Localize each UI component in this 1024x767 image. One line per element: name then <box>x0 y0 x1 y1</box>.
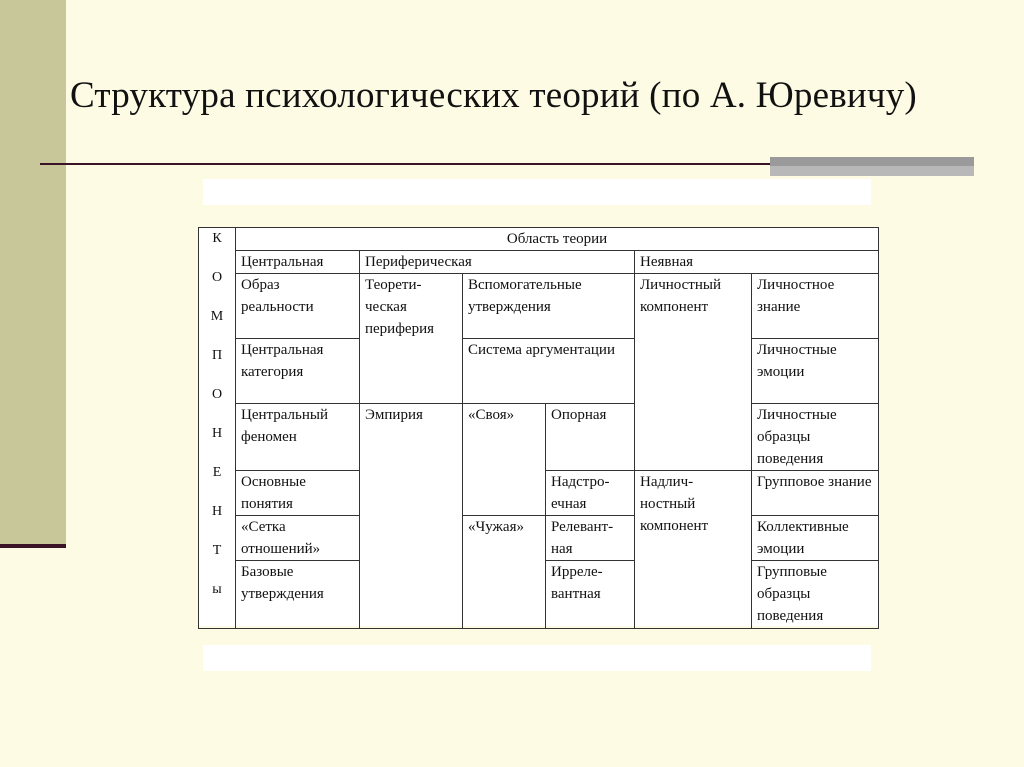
column-header-peripheral: Периферическая <box>360 251 635 274</box>
cell-irrelevant: Ирреле-вантная <box>546 561 635 629</box>
cell-collective-emotions: Коллективные эмоции <box>752 516 879 561</box>
cell-relations-grid: «Сетка отношений» <box>236 516 360 561</box>
decorative-side-bar <box>0 0 66 546</box>
cell-personal-emotions: Личностные эмоции <box>752 339 879 404</box>
decorative-side-line <box>0 544 66 548</box>
cell-own: «Своя» <box>463 404 546 516</box>
column-header-implicit: Неявная <box>635 251 879 274</box>
cell-theoretical-periphery: Теорети-ческая периферия <box>360 274 463 404</box>
column-header-central: Центральная <box>236 251 360 274</box>
row-header-letter: О <box>211 270 223 285</box>
cell-image-of-reality: Образ реальности <box>236 274 360 339</box>
row-header-letter: К <box>212 231 222 246</box>
personal-component-text: Личностный компонент <box>640 277 721 315</box>
white-band-top <box>203 179 871 205</box>
cell-supporting: Опорная <box>546 404 635 471</box>
cell-central-category: Центральная категория <box>236 339 360 404</box>
row-header-letter: ы <box>212 582 222 597</box>
row-header-letter: М <box>210 309 224 324</box>
cell-group-knowledge: Групповое знание <box>752 471 879 516</box>
cell-argument-system: Система аргументации <box>463 339 635 404</box>
cell-relevant: Релевант-ная <box>546 516 635 561</box>
cell-central-phenomenon: Центральный феномен <box>236 404 360 471</box>
cell-superstructure: Надстро-ечная <box>546 471 635 516</box>
theory-structure-table-wrapper <box>198 227 878 626</box>
cell-basic-statements: Базовые утверждения <box>236 561 360 629</box>
cell-suprapersonal-component: Надлич-ностный компонент <box>635 471 752 629</box>
cell-personal-component <box>635 274 752 471</box>
row-header-letter: О <box>211 387 223 402</box>
row-header-letter: П <box>211 348 223 363</box>
row-header-letter: Н <box>211 426 223 441</box>
cell-empiria: Эмпирия <box>360 404 463 629</box>
title-underline <box>40 163 770 165</box>
white-band-bottom <box>203 645 871 671</box>
components-row-header <box>199 228 236 629</box>
cell-auxiliary-statements: Вспомогательные утверждения <box>463 274 635 339</box>
title-underline-accent-lower <box>770 166 974 176</box>
row-header-letter: Е <box>212 465 222 480</box>
cell-basic-concepts: Основные понятия <box>236 471 360 516</box>
slide-title: Структура психологических теорий (по А. Юревичу) <box>70 75 917 116</box>
cell-foreign: «Чужая» <box>463 516 546 629</box>
title-underline-accent <box>770 157 974 166</box>
row-header-letter: Т <box>212 543 222 558</box>
cell-personal-knowledge: Личностное знание <box>752 274 879 339</box>
area-header-cell: Область теории <box>236 228 879 251</box>
theory-structure-table <box>198 227 879 629</box>
cell-personal-patterns: Личностные образцы поведения <box>752 404 879 471</box>
row-header-letter: Н <box>211 504 223 519</box>
cell-group-patterns: Групповые образцы поведения <box>752 561 879 629</box>
